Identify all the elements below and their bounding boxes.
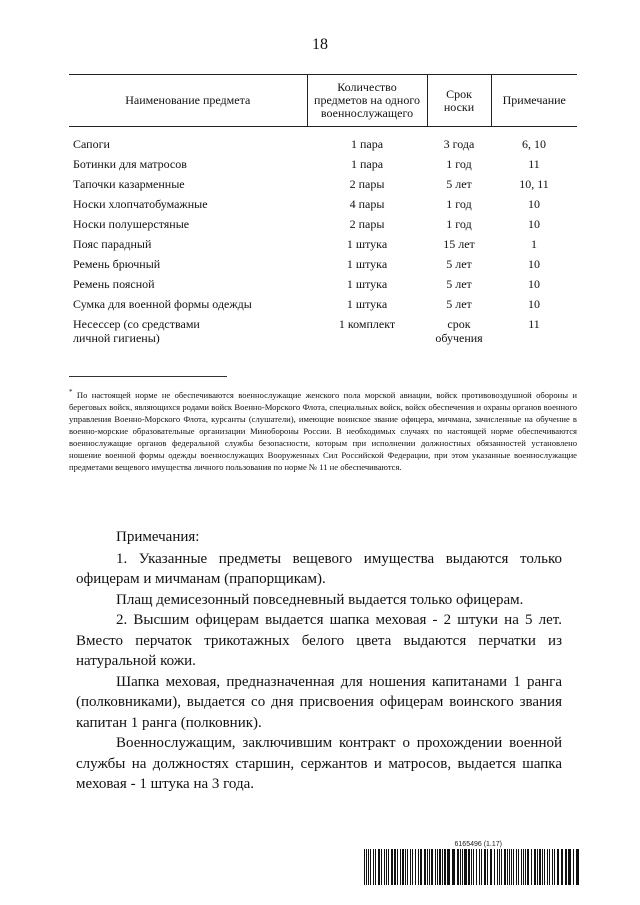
barcode-bar (487, 849, 488, 885)
table-row (69, 193, 577, 213)
barcode-bar (397, 849, 398, 885)
item-period-line: 5 лет (446, 257, 472, 271)
barcode-bar (462, 849, 463, 885)
header-quantity (307, 75, 427, 127)
table-row (69, 127, 577, 154)
barcode-bar (479, 849, 480, 885)
item-note: 1 (531, 237, 537, 251)
barcode-bar (364, 849, 365, 885)
header-line: Срок (446, 86, 472, 101)
table-header-row (69, 75, 577, 127)
barcode-bar (400, 849, 401, 885)
barcode-bar (405, 849, 406, 885)
item-name (69, 213, 307, 233)
barcode-bar (557, 849, 559, 885)
barcode-bar (368, 849, 369, 885)
table-row (69, 253, 577, 273)
barcode-bar (549, 849, 550, 885)
barcode-area (364, 841, 582, 890)
barcode-bar (407, 849, 408, 885)
barcode-bar (444, 849, 446, 885)
barcode-bar (527, 849, 529, 885)
item-quantity: 1 штука (346, 257, 388, 271)
item-period-line: 5 лет (446, 297, 472, 311)
header-line: Количество (337, 80, 397, 94)
item-quantity: 1 штука (346, 277, 388, 291)
item-quantity: 4 пары (349, 197, 385, 211)
footnote-text: По настоящей норме не обеспечиваются военнослужащие женского пола морской авиации, войск противовоздушной обороны и береговых войск, являющихся родами войск Военно-Морского Флота, специальных войск, войск обеспечения и охраны органов военного управления Военно-Морского Флота, курсанты (слушатели), имеющие воинское звание офицера, мичмана, зачисленные на обучение в военно-морские образовательные организации Минобороны России. В необходимых случаях по настоящей норме обеспечиваются военнослужащие органов федеральной службы безопасности, которым при исполнении должностных обязанностей установлено ношение военной формы одежды военнослужащих Вооруженных Сил Российской Федерации, при этом указанные военнослужащие предметами вещевого имущества личного пользования по норме № 11 не обеспечиваются. (69, 389, 578, 472)
barcode-bar (366, 849, 367, 885)
item-name (69, 153, 307, 173)
note-paragraph: Военнослужащим, заключившим контракт о прохождении военной службы на должностях старшин, сержантов и матросов, выдается шапка меховая - 1 штука на 3 года. (76, 735, 562, 792)
note-paragraph: 1. Указанные предметы вещевого имущества выдаются только офицерам и мичманам (прапорщикам). (76, 550, 562, 587)
item-note: 10 (528, 297, 540, 311)
item-quantity: 2 пары (349, 177, 385, 191)
item-name (69, 313, 307, 347)
barcode-bar (513, 849, 514, 885)
barcode-bar (471, 849, 472, 885)
barcode-bar (378, 849, 380, 885)
barcode-bar (435, 849, 436, 885)
item-period (427, 127, 491, 154)
notes-heading: Примечания: (116, 529, 200, 545)
item-period-line: 15 лет (443, 237, 475, 251)
barcode-bar (381, 849, 382, 885)
item-period (427, 233, 491, 253)
header-line: носки (443, 99, 475, 114)
barcode-bar (439, 849, 441, 885)
item-period (427, 253, 491, 273)
header-item-name (69, 75, 307, 127)
barcode-bar (568, 849, 571, 885)
barcode-bar (418, 849, 419, 885)
header-note (491, 75, 577, 127)
barcode-bar (509, 849, 510, 885)
item-name-line: Пояс парадный (73, 237, 152, 251)
barcode-bar (410, 849, 411, 885)
barcode-bar (542, 849, 543, 885)
table-row (69, 213, 577, 233)
item-name-line: Ботинки для матросов (73, 157, 187, 171)
item-period-line: 5 лет (446, 177, 472, 191)
barcode-bar (565, 849, 567, 885)
barcode-bar (476, 849, 477, 885)
barcode-bar (391, 849, 393, 885)
header-line: Примечание (502, 93, 566, 107)
barcode-bar (576, 849, 579, 885)
barcode-bar (499, 849, 500, 885)
barcode-bar (561, 849, 563, 885)
barcode-bar (388, 849, 389, 885)
item-period-line: обучения (435, 331, 483, 345)
barcode-bar (431, 849, 433, 885)
item-name (69, 233, 307, 253)
item-quantity: 1 штука (346, 297, 388, 311)
barcode-bar (504, 849, 506, 885)
item-name (69, 253, 307, 273)
barcode-bar (437, 849, 438, 885)
barcode-bar (484, 849, 486, 885)
item-period-line: 1 год (446, 217, 472, 231)
item-quantity: 1 пара (350, 137, 384, 151)
header-line: Наименование предмета (125, 93, 251, 107)
barcode-bar (415, 849, 416, 885)
note-paragraph: 2. Высшим офицерам выдается шапка меховая - 2 штуки на 5 лет. Вместо перчаток трикотажных белого цвета выдаются перчатки из натуральной кожи. (76, 612, 562, 669)
item-period-line: 5 лет (446, 277, 472, 291)
table-row (69, 153, 577, 173)
item-period (427, 153, 491, 173)
item-quantity: 1 пара (350, 157, 384, 171)
item-name-line: Сапоги (73, 137, 110, 151)
barcode-bar (460, 849, 461, 885)
barcode-bar (531, 849, 532, 885)
barcode-bar (537, 849, 538, 885)
item-period (427, 273, 491, 293)
item-note: 10 (528, 217, 540, 231)
item-period (427, 293, 491, 313)
item-name-line: Носки хлопчатобумажные (73, 197, 208, 211)
barcode-bar (539, 849, 541, 885)
header-line: предметов на одного (314, 93, 420, 107)
barcode-bar (424, 849, 426, 885)
barcode-bar (494, 849, 495, 885)
item-name (69, 127, 307, 154)
items-table (69, 74, 577, 347)
barcode-bar (394, 849, 396, 885)
table-row (69, 173, 577, 193)
table-row (69, 233, 577, 253)
barcode-bar (420, 849, 422, 885)
item-name (69, 173, 307, 193)
item-note: 10 (528, 197, 540, 211)
barcode-bar (554, 849, 555, 885)
barcode-bar (552, 849, 553, 885)
notes-section (76, 527, 562, 795)
barcode-code: 6165496 (1.17) (454, 841, 502, 848)
item-period (427, 173, 491, 193)
barcode-bar (447, 849, 450, 885)
barcode-bar (516, 849, 517, 885)
table-row (69, 273, 577, 293)
table-row (69, 293, 577, 313)
barcode-bar (429, 849, 430, 885)
item-note: 11 (528, 317, 540, 331)
barcode-bar (473, 849, 474, 885)
barcode-bar (384, 849, 385, 885)
barcode-bar (468, 849, 470, 885)
item-name (69, 193, 307, 213)
barcode-bar (375, 849, 376, 885)
barcode-bar (507, 849, 508, 885)
item-name-line: Ремень брючный (73, 257, 161, 271)
footnote-marker: * (69, 388, 73, 396)
item-quantity: 1 комплект (338, 317, 396, 331)
item-note: 10, 11 (519, 177, 549, 191)
item-name-line: Тапочки казарменные (73, 177, 185, 191)
item-period (427, 193, 491, 213)
item-period-line: 1 год (446, 157, 472, 171)
barcode-bar (544, 849, 545, 885)
barcode-bar (518, 849, 519, 885)
item-period-line: срок (447, 317, 471, 331)
note-paragraph: Шапка меховая, предназначенная для ношения капитанами 1 ранга (полковниками), выдается со дня присвоения офицерам воинского звания капитан 1 ранга (полковник). (76, 673, 562, 731)
item-period-line: 1 год (446, 197, 472, 211)
footnote-divider (69, 376, 227, 377)
barcode-bar (497, 849, 498, 885)
barcode-bar (501, 849, 502, 885)
item-note: 10 (528, 257, 540, 271)
barcode-bar (511, 849, 512, 885)
barcode-bar (452, 849, 455, 885)
item-note: 6, 10 (522, 137, 546, 151)
barcode-bar (490, 849, 492, 885)
item-name-line: Несессер (со средствами (73, 317, 200, 331)
barcode-bar (412, 849, 413, 885)
item-period (427, 313, 491, 347)
barcode-bar (523, 849, 524, 885)
barcode-bar (402, 849, 404, 885)
barcode-bar (534, 849, 536, 885)
footnote (69, 386, 577, 473)
barcode-bar (464, 849, 467, 885)
barcode-bar (547, 849, 548, 885)
table-row (69, 313, 577, 347)
barcode-bar (370, 849, 371, 885)
barcode-bar (525, 849, 526, 885)
barcode-bar (373, 849, 374, 885)
note-paragraph: Плащ демисезонный повседневный выдается только офицерам. (116, 591, 524, 608)
header-line: военнослужащего (320, 106, 414, 120)
item-period-line: 3 года (443, 137, 475, 151)
barcode-bar (386, 849, 387, 885)
item-name (69, 273, 307, 293)
item-note: 10 (528, 277, 540, 291)
item-period (427, 213, 491, 233)
barcode-bar (427, 849, 428, 885)
barcode-bar (521, 849, 522, 885)
barcode-bar (573, 849, 574, 885)
item-name-line: Сумка для военной формы одежды (73, 297, 252, 311)
item-name-line: Носки полушерстяные (73, 217, 190, 231)
item-note: 11 (528, 157, 540, 171)
barcode-bar (481, 849, 482, 885)
barcode-bar (442, 849, 443, 885)
barcode-bar (457, 849, 459, 885)
item-quantity: 2 пары (349, 217, 385, 231)
header-period (427, 75, 491, 127)
item-name-line: личной гигиены) (73, 331, 160, 345)
barcode (364, 849, 582, 885)
page-number: 18 (312, 36, 328, 53)
item-name (69, 293, 307, 313)
item-quantity: 1 штука (346, 237, 388, 251)
item-name-line: Ремень поясной (73, 277, 155, 291)
